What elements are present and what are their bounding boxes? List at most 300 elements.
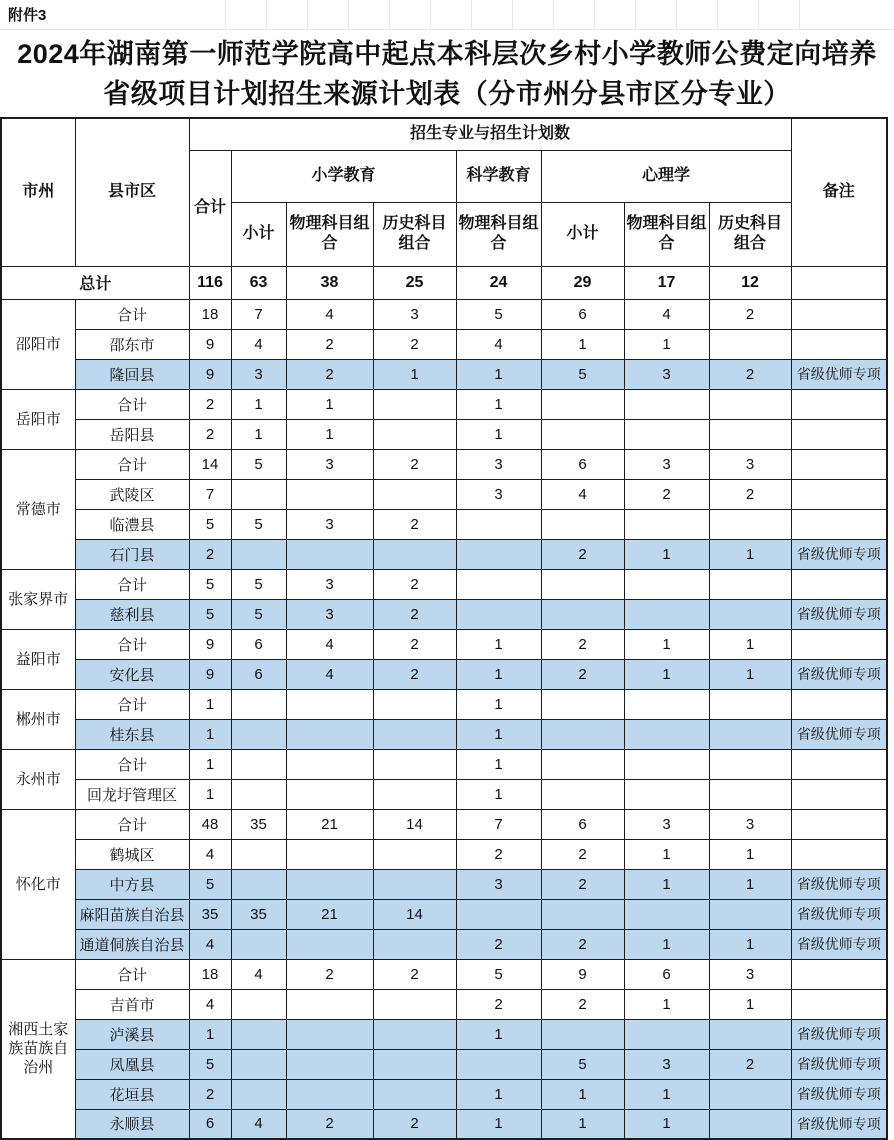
value-cell	[456, 539, 541, 569]
value-cell: 5	[231, 599, 286, 629]
county-cell: 合计	[75, 689, 189, 719]
value-cell: 1	[456, 419, 541, 449]
remark-cell	[791, 266, 887, 299]
table-row	[1, 299, 887, 329]
value-cell: 1	[541, 1079, 624, 1109]
value-cell: 4	[286, 659, 373, 689]
document-title	[0, 30, 894, 117]
remark-cell	[791, 839, 887, 869]
grand-total-label: 总计	[1, 266, 189, 299]
value-cell	[286, 749, 373, 779]
value-cell: 1	[456, 779, 541, 809]
value-cell	[456, 509, 541, 539]
value-cell	[231, 689, 286, 719]
value-cell	[709, 599, 791, 629]
value-cell: 1	[373, 359, 456, 389]
value-cell	[231, 989, 286, 1019]
county-cell: 鹤城区	[75, 839, 189, 869]
value-cell	[709, 569, 791, 599]
value-cell: 3	[624, 1049, 709, 1079]
value-cell	[709, 329, 791, 359]
value-cell: 1	[456, 1079, 541, 1109]
value-cell: 1	[709, 929, 791, 959]
value-cell: 29	[541, 266, 624, 299]
value-cell	[286, 1049, 373, 1079]
value-cell	[286, 1019, 373, 1049]
county-cell: 合计	[75, 959, 189, 989]
county-cell: 隆回县	[75, 359, 189, 389]
remark-cell: 省级优师专项	[791, 899, 887, 929]
value-cell: 63	[231, 266, 286, 299]
county-cell: 合计	[75, 749, 189, 779]
value-cell: 1	[709, 989, 791, 1019]
value-cell: 4	[456, 329, 541, 359]
value-cell: 6	[541, 449, 624, 479]
value-cell: 24	[456, 266, 541, 299]
value-cell	[456, 569, 541, 599]
value-cell	[456, 899, 541, 929]
value-cell: 1	[624, 839, 709, 869]
value-cell	[373, 419, 456, 449]
value-cell: 6	[189, 1109, 231, 1139]
remark-cell	[791, 449, 887, 479]
value-cell: 2	[456, 839, 541, 869]
value-cell	[231, 779, 286, 809]
header-primary-subtotal: 小计	[231, 202, 286, 266]
city-cell: 湘西土家族苗族自治州	[1, 959, 75, 1139]
value-cell: 18	[189, 959, 231, 989]
county-cell: 邵东市	[75, 329, 189, 359]
value-cell	[456, 599, 541, 629]
value-cell: 2	[286, 359, 373, 389]
value-cell: 3	[709, 959, 791, 989]
value-cell: 5	[189, 869, 231, 899]
value-cell	[541, 509, 624, 539]
table-row	[1, 479, 887, 509]
grand-total-row	[1, 266, 887, 299]
remark-cell	[791, 569, 887, 599]
header-psychology-physics-combo: 物理科目组合	[624, 202, 709, 266]
value-cell: 3	[286, 509, 373, 539]
value-cell: 1	[189, 689, 231, 719]
value-cell: 1	[541, 329, 624, 359]
value-cell: 1	[189, 1019, 231, 1049]
header-primary-physics-combo: 物理科目组合	[286, 202, 373, 266]
value-cell	[231, 479, 286, 509]
value-cell: 2	[286, 1109, 373, 1139]
value-cell	[286, 539, 373, 569]
value-cell	[624, 719, 709, 749]
value-cell: 1	[624, 659, 709, 689]
value-cell: 2	[373, 329, 456, 359]
county-cell: 合计	[75, 569, 189, 599]
remark-cell: 省级优师专项	[791, 719, 887, 749]
value-cell: 1	[709, 839, 791, 869]
value-cell	[541, 389, 624, 419]
remark-cell: 省级优师专项	[791, 1019, 887, 1049]
value-cell: 1	[456, 629, 541, 659]
value-cell: 7	[189, 479, 231, 509]
value-cell	[709, 899, 791, 929]
value-cell	[709, 1079, 791, 1109]
value-cell: 1	[624, 869, 709, 899]
value-cell	[373, 839, 456, 869]
table-row	[1, 959, 887, 989]
top-strip	[0, 0, 894, 30]
county-cell: 凤凰县	[75, 1049, 189, 1079]
value-cell: 9	[541, 959, 624, 989]
county-cell: 吉首市	[75, 989, 189, 1019]
city-cell: 益阳市	[1, 629, 75, 689]
value-cell	[624, 689, 709, 719]
value-cell: 4	[624, 299, 709, 329]
value-cell: 14	[373, 809, 456, 839]
value-cell: 35	[231, 899, 286, 929]
value-cell	[541, 1019, 624, 1049]
value-cell: 3	[709, 809, 791, 839]
value-cell: 1	[709, 869, 791, 899]
value-cell: 5	[189, 599, 231, 629]
value-cell	[709, 389, 791, 419]
remark-cell: 省级优师专项	[791, 929, 887, 959]
county-cell: 合计	[75, 449, 189, 479]
value-cell: 2	[373, 659, 456, 689]
table-row	[1, 359, 887, 389]
header-city: 市州	[1, 118, 75, 266]
table-row	[1, 509, 887, 539]
value-cell	[709, 749, 791, 779]
value-cell	[373, 1049, 456, 1079]
value-cell	[373, 989, 456, 1019]
value-cell: 3	[373, 299, 456, 329]
value-cell: 21	[286, 899, 373, 929]
value-cell: 21	[286, 809, 373, 839]
city-cell: 永州市	[1, 749, 75, 809]
remark-cell: 省级优师专项	[791, 659, 887, 689]
table-row	[1, 809, 887, 839]
remark-cell	[791, 749, 887, 779]
value-cell: 3	[456, 869, 541, 899]
county-cell: 通道侗族自治县	[75, 929, 189, 959]
value-cell: 1	[456, 749, 541, 779]
title-line-1: 2024年湖南第一师范学院高中起点本科层次乡村小学教师公费定向培养	[17, 38, 877, 69]
value-cell: 5	[231, 509, 286, 539]
county-cell: 桂东县	[75, 719, 189, 749]
value-cell: 1	[709, 539, 791, 569]
value-cell	[373, 479, 456, 509]
value-cell	[541, 899, 624, 929]
value-cell: 7	[231, 299, 286, 329]
value-cell: 48	[189, 809, 231, 839]
value-cell: 1	[709, 659, 791, 689]
value-cell	[624, 419, 709, 449]
value-cell: 35	[189, 899, 231, 929]
enrollment-plan-table	[0, 117, 888, 1140]
value-cell	[624, 599, 709, 629]
value-cell: 5	[541, 1049, 624, 1079]
value-cell: 4	[189, 929, 231, 959]
value-cell	[286, 479, 373, 509]
table-row	[1, 869, 887, 899]
table-row	[1, 449, 887, 479]
value-cell: 1	[456, 359, 541, 389]
value-cell: 1	[231, 419, 286, 449]
value-cell: 1	[624, 1079, 709, 1109]
value-cell	[231, 539, 286, 569]
value-cell	[231, 869, 286, 899]
table-row	[1, 1019, 887, 1049]
value-cell: 6	[541, 299, 624, 329]
value-cell: 1	[456, 1019, 541, 1049]
value-cell	[624, 779, 709, 809]
value-cell	[286, 1079, 373, 1109]
value-cell: 35	[231, 809, 286, 839]
value-cell: 2	[541, 869, 624, 899]
county-cell: 慈利县	[75, 599, 189, 629]
value-cell: 4	[189, 989, 231, 1019]
value-cell: 4	[231, 1109, 286, 1139]
value-cell: 1	[286, 419, 373, 449]
value-cell: 1	[624, 539, 709, 569]
attachment-label: 附件3	[8, 7, 47, 24]
value-cell	[624, 899, 709, 929]
value-cell: 3	[709, 449, 791, 479]
value-cell	[231, 719, 286, 749]
table-row	[1, 1049, 887, 1079]
value-cell: 2	[373, 629, 456, 659]
value-cell: 6	[541, 809, 624, 839]
value-cell	[709, 509, 791, 539]
table-row	[1, 389, 887, 419]
county-cell: 永顺县	[75, 1109, 189, 1139]
value-cell	[231, 1079, 286, 1109]
table-row	[1, 539, 887, 569]
value-cell	[373, 869, 456, 899]
value-cell: 6	[231, 629, 286, 659]
value-cell: 2	[373, 599, 456, 629]
value-cell: 1	[456, 719, 541, 749]
value-cell	[286, 689, 373, 719]
table-row	[1, 569, 887, 599]
value-cell: 25	[373, 266, 456, 299]
value-cell	[541, 779, 624, 809]
value-cell	[624, 389, 709, 419]
header-total: 合计	[189, 150, 231, 266]
remark-cell: 省级优师专项	[791, 869, 887, 899]
value-cell: 1	[456, 659, 541, 689]
value-cell	[709, 1019, 791, 1049]
remark-cell: 省级优师专项	[791, 1049, 887, 1079]
value-cell: 2	[456, 989, 541, 1019]
remark-cell	[791, 959, 887, 989]
value-cell	[624, 749, 709, 779]
header-psychology-history-combo: 历史科目组合	[709, 202, 791, 266]
value-cell: 4	[541, 479, 624, 509]
value-cell: 2	[373, 569, 456, 599]
value-cell: 2	[373, 509, 456, 539]
value-cell: 1	[456, 689, 541, 719]
remark-cell	[791, 509, 887, 539]
value-cell: 3	[624, 359, 709, 389]
remark-cell	[791, 329, 887, 359]
table-row	[1, 419, 887, 449]
value-cell: 7	[456, 809, 541, 839]
value-cell: 6	[231, 659, 286, 689]
county-cell: 麻阳苗族自治县	[75, 899, 189, 929]
value-cell: 1	[189, 719, 231, 749]
value-cell: 2	[189, 1079, 231, 1109]
value-cell	[231, 929, 286, 959]
value-cell: 6	[624, 959, 709, 989]
value-cell: 1	[189, 749, 231, 779]
value-cell: 1	[624, 1109, 709, 1139]
city-cell: 郴州市	[1, 689, 75, 749]
title-line-2: 省级项目计划招生来源计划表（分市州分县市区分专业）	[103, 78, 791, 109]
value-cell: 1	[189, 779, 231, 809]
value-cell	[709, 719, 791, 749]
county-cell: 中方县	[75, 869, 189, 899]
value-cell: 2	[456, 929, 541, 959]
value-cell: 2	[373, 449, 456, 479]
county-cell: 花垣县	[75, 1079, 189, 1109]
value-cell: 4	[189, 839, 231, 869]
table-row	[1, 1079, 887, 1109]
value-cell: 2	[286, 959, 373, 989]
table-row	[1, 899, 887, 929]
remark-cell: 省级优师专项	[791, 539, 887, 569]
value-cell: 2	[189, 419, 231, 449]
city-cell: 张家界市	[1, 569, 75, 629]
value-cell	[373, 689, 456, 719]
county-cell: 安化县	[75, 659, 189, 689]
table-row	[1, 599, 887, 629]
county-cell: 泸溪县	[75, 1019, 189, 1049]
value-cell	[373, 389, 456, 419]
value-cell: 2	[709, 1049, 791, 1079]
value-cell	[541, 749, 624, 779]
remark-cell	[791, 689, 887, 719]
value-cell: 5	[541, 359, 624, 389]
county-cell: 临澧县	[75, 509, 189, 539]
header-group-title: 招生专业与招生计划数	[189, 118, 791, 150]
remark-cell	[791, 389, 887, 419]
header-major-science-education: 科学教育	[456, 150, 541, 202]
value-cell: 5	[189, 509, 231, 539]
header-remark: 备注	[791, 118, 887, 266]
value-cell	[286, 719, 373, 749]
table-header	[1, 118, 887, 266]
value-cell	[709, 689, 791, 719]
value-cell: 1	[624, 929, 709, 959]
value-cell: 2	[541, 929, 624, 959]
value-cell: 9	[189, 629, 231, 659]
value-cell: 2	[541, 839, 624, 869]
value-cell	[286, 989, 373, 1019]
county-cell: 合计	[75, 629, 189, 659]
header-major-psychology: 心理学	[541, 150, 791, 202]
value-cell: 17	[624, 266, 709, 299]
value-cell: 2	[709, 359, 791, 389]
value-cell: 2	[189, 539, 231, 569]
value-cell: 1	[709, 629, 791, 659]
value-cell	[709, 1109, 791, 1139]
county-cell: 石门县	[75, 539, 189, 569]
value-cell: 9	[189, 659, 231, 689]
value-cell	[541, 569, 624, 599]
remark-cell	[791, 299, 887, 329]
header-row-1	[1, 118, 887, 150]
remark-cell	[791, 809, 887, 839]
value-cell: 2	[373, 1109, 456, 1139]
value-cell: 12	[709, 266, 791, 299]
value-cell: 18	[189, 299, 231, 329]
county-cell: 合计	[75, 809, 189, 839]
value-cell	[286, 869, 373, 899]
county-cell: 合计	[75, 299, 189, 329]
value-cell: 2	[541, 629, 624, 659]
table-row	[1, 689, 887, 719]
value-cell: 4	[231, 959, 286, 989]
table-row	[1, 929, 887, 959]
value-cell: 2	[189, 389, 231, 419]
value-cell: 2	[541, 659, 624, 689]
table-row	[1, 329, 887, 359]
county-cell: 合计	[75, 389, 189, 419]
value-cell: 5	[231, 569, 286, 599]
table-row	[1, 749, 887, 779]
value-cell: 1	[231, 389, 286, 419]
value-cell: 5	[456, 959, 541, 989]
value-cell: 2	[624, 479, 709, 509]
spreadsheet-gridline-ghosts	[185, 0, 830, 29]
value-cell: 38	[286, 266, 373, 299]
remark-cell	[791, 989, 887, 1019]
value-cell	[231, 749, 286, 779]
value-cell	[373, 1079, 456, 1109]
value-cell	[373, 929, 456, 959]
county-cell: 回龙圩管理区	[75, 779, 189, 809]
value-cell	[373, 749, 456, 779]
table-row	[1, 629, 887, 659]
city-cell: 邵阳市	[1, 299, 75, 389]
county-cell: 岳阳县	[75, 419, 189, 449]
value-cell	[541, 599, 624, 629]
value-cell: 2	[709, 299, 791, 329]
value-cell: 3	[231, 359, 286, 389]
value-cell: 1	[624, 989, 709, 1019]
value-cell	[709, 779, 791, 809]
value-cell: 5	[189, 1049, 231, 1079]
value-cell	[286, 779, 373, 809]
city-cell: 常德市	[1, 449, 75, 569]
value-cell	[541, 689, 624, 719]
table-row	[1, 989, 887, 1019]
city-cell: 岳阳市	[1, 389, 75, 449]
header-major-primary-education: 小学教育	[231, 150, 456, 202]
value-cell	[231, 1049, 286, 1079]
value-cell: 2	[541, 989, 624, 1019]
value-cell	[231, 1019, 286, 1049]
value-cell: 2	[373, 959, 456, 989]
value-cell: 3	[286, 599, 373, 629]
value-cell: 5	[231, 449, 286, 479]
value-cell: 5	[189, 569, 231, 599]
remark-cell	[791, 479, 887, 509]
value-cell: 2	[286, 329, 373, 359]
value-cell	[456, 1049, 541, 1079]
value-cell	[373, 1019, 456, 1049]
county-cell: 武陵区	[75, 479, 189, 509]
